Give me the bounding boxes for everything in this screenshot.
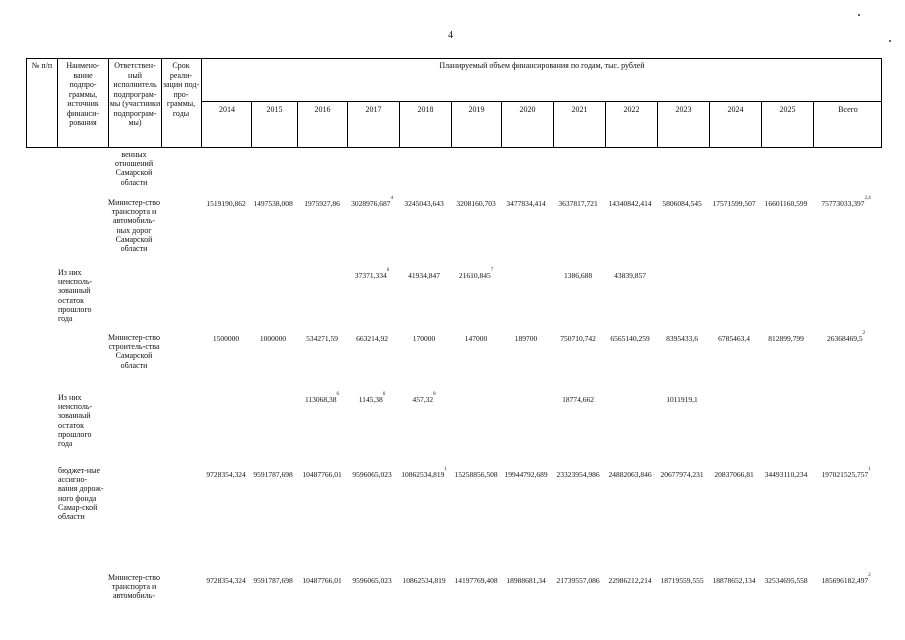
value-cell: 14197769,408 [454, 576, 498, 585]
value-cell: 34493110,234 [764, 470, 808, 479]
header-year: 2015 [266, 105, 283, 114]
footnote-mark: 6 [382, 392, 386, 397]
value-cell: 1011919,1 [666, 395, 698, 404]
value-cell: 113068,38$^6$ [304, 392, 340, 404]
executor-label: Министер-ство строитель-ства Самарской области [108, 333, 160, 370]
header-year: 2024 [727, 105, 744, 114]
value-cell: 6565140,259 [610, 334, 650, 343]
value-cell: 24882063,846 [608, 470, 652, 479]
header-year: 2019 [468, 105, 485, 114]
footnote-mark: 2 [868, 573, 871, 578]
value-cell: 9591787,698 [253, 470, 293, 479]
value-cell: 10862534,819$^1$ [401, 467, 447, 479]
value-cell: 6785463,4 [718, 334, 750, 343]
value-cell: 3208160,703 [456, 199, 496, 208]
footnote-mark: 2 [862, 331, 866, 336]
value-cell: 1497538,008 [253, 199, 293, 208]
page-number: 4 [448, 30, 453, 41]
value-cell: 5806084,545 [662, 199, 702, 208]
value-cell: 10487766,01 [302, 470, 342, 479]
value-cell: 19944792,689 [504, 470, 548, 479]
footnote-mark: 4 [390, 196, 393, 201]
value-cell: 10862534,819 [402, 576, 446, 585]
value-cell: 43839,857 [614, 271, 646, 280]
header-year: 2021 [571, 105, 588, 114]
header-year: 2022 [623, 105, 640, 114]
value-cell: 9596065,023 [352, 576, 392, 585]
value-cell: 15258856,508 [454, 470, 498, 479]
footnote-mark: 6 [336, 392, 340, 397]
value-cell: 18878652,134 [712, 576, 756, 585]
value-cell: 75773033,397$^{2,4}$ [821, 196, 871, 208]
header-year: 2017 [365, 105, 382, 114]
value-cell: 26368469,5$^2$ [826, 331, 866, 343]
value-cell: 18988681,34 [506, 576, 546, 585]
value-cell: 3477834,414 [506, 199, 546, 208]
value-cell: 22986212,214 [608, 576, 652, 585]
subprogram-label: Из них неисполь-зованный остаток прошлого года [58, 268, 93, 324]
value-cell: 32534695,558 [764, 576, 808, 585]
value-cell: 3637817,721 [558, 199, 598, 208]
value-cell: 750710,742 [560, 334, 596, 343]
footnote-mark: 7 [490, 268, 494, 273]
subprogram-label: бюджет-ные ассигно-вания дорож-ного фонда Самар-ской области [58, 466, 104, 522]
header-year: 2018 [417, 105, 434, 114]
value-cell: 1386,688 [563, 271, 593, 280]
header-no: № п/п [31, 61, 53, 70]
table-header [26, 58, 882, 148]
header-name: Наимено-вание подпро-граммы, источник финанси-рования [66, 61, 100, 127]
header-year: 2020 [519, 105, 536, 114]
value-cell: 3245043,643 [404, 199, 444, 208]
value-cell: 10487766,01 [302, 576, 342, 585]
footnote-mark: 8 [433, 392, 436, 397]
executor-label: Министер-ство транспорта и автомобиль- [108, 573, 160, 601]
value-cell: 21739557,086 [556, 576, 600, 585]
value-cell: 1145,38$^6$ [358, 392, 386, 404]
value-cell: 663214,92 [356, 334, 388, 343]
value-cell: 197021525,757$^1$ [821, 467, 871, 479]
value-cell: 170000 [412, 334, 436, 343]
value-cell: 18774,662 [562, 395, 594, 404]
subprogram-label: Из них неисполь-зованный остаток прошлого года [58, 393, 93, 449]
value-cell: 41934,847 [408, 271, 440, 280]
value-cell: 1519190,862 [206, 199, 246, 208]
executor-label: Министер-ство транспорта и автомобиль-ных дорог Самарской области [108, 198, 160, 254]
footnote-mark: 2,4 [864, 196, 871, 201]
value-cell: 20837066,81 [714, 470, 754, 479]
value-cell: 147000 [464, 334, 488, 343]
header-year: 2025 [779, 105, 796, 114]
value-cell: 1975927,86 [304, 199, 340, 208]
value-cell: 457,32$^8$ [412, 392, 436, 404]
value-cell: 17571599,507 [712, 199, 756, 208]
value-cell: 21610,845$^7$ [458, 268, 494, 280]
value-cell: 1500000 [212, 334, 240, 343]
value-cell: 16601160,599 [764, 199, 808, 208]
value-cell: 9728354,324 [206, 576, 246, 585]
footnote-mark: 1 [444, 467, 447, 472]
value-cell: 9591787,698 [253, 576, 293, 585]
value-cell: 23323954,986 [556, 470, 600, 479]
value-cell: 37371,334$^6$ [354, 268, 390, 280]
header-executor: Ответствен-ный исполнитель подпрограм-мы (участники подпрограм-мы) [109, 61, 161, 127]
value-cell: 189700 [514, 334, 538, 343]
header-term: Срок реали-зации под-про-граммы, годы [162, 61, 200, 118]
value-cell: 9728354,324 [206, 470, 246, 479]
value-cell: 1000000 [259, 334, 287, 343]
value-cell: 14340842,414 [608, 199, 652, 208]
value-cell: 185696182,497$^2$ [821, 573, 871, 585]
executor-label: венных отношений Самарской области [114, 150, 154, 187]
value-cell: 9596065,023 [352, 470, 392, 479]
footnote-mark: 1 [868, 467, 871, 472]
value-cell: 812899,799 [768, 334, 804, 343]
value-cell: 20677974,231 [660, 470, 704, 479]
footnote-mark: 6 [386, 268, 390, 273]
value-cell: 18719559,555 [660, 576, 704, 585]
header-year-total: Всего [838, 105, 858, 114]
header-planned-title: Планируемый объем финансирования по годам, тыс. рублей [439, 61, 645, 70]
value-cell: 3028976,687$^4$ [351, 196, 393, 208]
header-year: 2023 [675, 105, 692, 114]
value-cell: 534271,59 [306, 334, 338, 343]
header-year: 2014 [219, 105, 235, 114]
header-year: 2016 [314, 105, 331, 114]
value-cell: 8395433,6 [666, 334, 698, 343]
